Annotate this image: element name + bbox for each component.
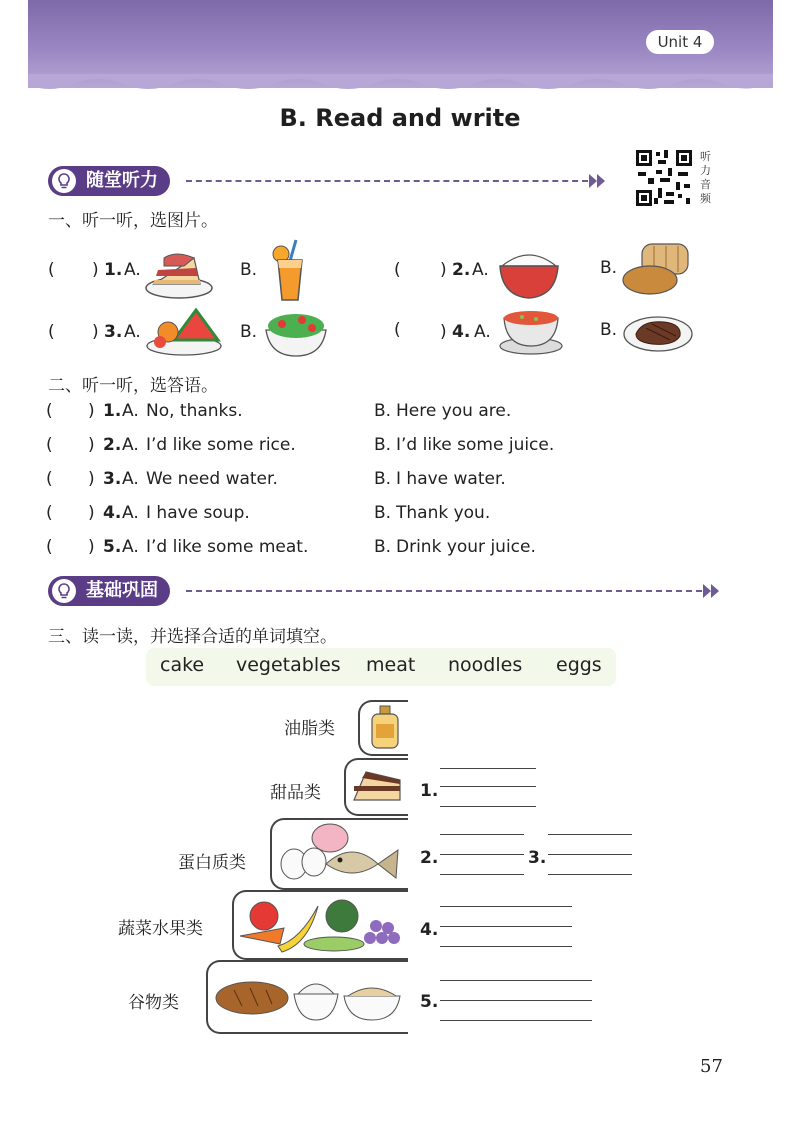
option-a-label: A.	[122, 503, 139, 523]
option-b-text: I’d like some juice.	[396, 435, 555, 455]
category-label: 谷物类	[128, 993, 179, 1013]
blank-number: 4.	[420, 920, 439, 940]
section-heading-basics	[48, 576, 724, 606]
juice-icon	[266, 238, 314, 302]
grains-icon	[214, 968, 404, 1024]
header-wave-edge	[28, 74, 773, 96]
answer-paren-close: )	[88, 469, 95, 489]
answer-paren-open: (	[394, 320, 401, 340]
answer-line[interactable]	[440, 854, 524, 855]
item-number: 3.	[103, 469, 122, 489]
option-a-text: I’d like some meat.	[146, 537, 309, 557]
answer-line[interactable]	[548, 854, 632, 855]
answer-paren-open: (	[46, 503, 53, 523]
answer-paren-open: (	[46, 469, 53, 489]
option-b-label: B.	[374, 503, 392, 523]
answer-line[interactable]	[440, 1020, 592, 1021]
option-a-label: A.	[122, 537, 139, 557]
oil-bottle-icon	[368, 704, 402, 750]
part3-title: 三、读一读，并选择合适的单词填空。	[48, 627, 337, 647]
fruits-vegetables-icon	[238, 896, 404, 954]
blank-number: 5.	[420, 992, 439, 1012]
word-bank-item: cake	[160, 654, 205, 676]
answer-line[interactable]	[440, 1000, 592, 1001]
option-b-label: B.	[374, 469, 392, 489]
item-number: 1.	[103, 401, 122, 421]
option-a-text: We need water.	[146, 469, 278, 489]
item-number: 1.	[104, 260, 123, 280]
qr-code-icon[interactable]	[634, 148, 694, 208]
qr-label: 听力音频	[700, 150, 711, 205]
section-heading-listening	[48, 166, 608, 196]
answer-line[interactable]	[440, 768, 536, 769]
lightbulb-icon	[52, 169, 76, 193]
option-b-text: Thank you.	[396, 503, 491, 523]
option-b-label: B.	[374, 435, 392, 455]
answer-line[interactable]	[548, 834, 632, 835]
answer-paren-open: (	[46, 537, 53, 557]
blank-number: 2.	[420, 848, 439, 868]
option-a-label: A.	[122, 435, 139, 455]
answer-paren-open: (	[46, 435, 53, 455]
answer-line[interactable]	[440, 906, 572, 907]
category-label: 蛋白质类	[178, 853, 246, 873]
option-a-label: A.	[124, 260, 141, 280]
option-b-text: Here you are.	[396, 401, 512, 421]
blank-number: 3.	[528, 848, 547, 868]
answer-paren-close: )	[88, 435, 95, 455]
bread-icon	[622, 242, 690, 296]
option-b-text: Drink your juice.	[396, 537, 536, 557]
steak-icon	[622, 312, 694, 354]
answer-paren-close: )	[88, 503, 95, 523]
answer-paren-close: )	[88, 537, 95, 557]
section-divider	[186, 590, 702, 592]
word-bank-item: eggs	[556, 654, 602, 676]
option-b-label: B.	[374, 401, 392, 421]
answer-paren-close: )	[92, 260, 99, 280]
section-divider	[186, 180, 588, 182]
answer-line[interactable]	[440, 980, 592, 981]
cake-icon	[144, 244, 214, 300]
category-label: 油脂类	[284, 719, 335, 739]
option-a-text: No, thanks.	[146, 401, 243, 421]
answer-line[interactable]	[548, 874, 632, 875]
answer-paren-close: )	[440, 260, 447, 280]
page-number: 57	[700, 1056, 723, 1077]
option-a-text: I’d like some rice.	[146, 435, 296, 455]
option-a-label: A.	[472, 260, 489, 280]
blank-number: 1.	[420, 781, 439, 801]
section-title: 随堂听力	[86, 170, 158, 191]
item-number: 3.	[104, 322, 123, 342]
category-label: 蔬菜水果类	[118, 919, 203, 939]
part2-title: 二、听一听，选答语。	[48, 376, 218, 396]
item-number: 2.	[103, 435, 122, 455]
page-title: B. Read and write	[279, 104, 521, 132]
soup-icon	[498, 304, 564, 356]
rice-bowl-icon	[496, 242, 562, 302]
option-b-label: B.	[600, 320, 618, 340]
category-label: 甜品类	[270, 783, 321, 803]
double-arrow-icon	[588, 172, 608, 190]
answer-line[interactable]	[440, 926, 572, 927]
answer-paren-open: (	[48, 322, 55, 342]
answer-paren-open: (	[46, 401, 53, 421]
answer-paren-open: (	[48, 260, 55, 280]
part1-title: 一、听一听，选图片。	[48, 211, 218, 231]
option-b-label: B.	[600, 258, 618, 278]
section-title: 基础巩固	[86, 580, 158, 601]
item-number: 5.	[103, 537, 122, 557]
answer-paren-close: )	[92, 322, 99, 342]
item-number: 4.	[103, 503, 122, 523]
lightbulb-icon	[52, 579, 76, 603]
answer-line[interactable]	[440, 786, 536, 787]
salad-icon	[262, 308, 330, 358]
option-b-text: I have water.	[396, 469, 506, 489]
answer-line[interactable]	[440, 874, 524, 875]
answer-line[interactable]	[440, 834, 524, 835]
item-number: 4.	[452, 322, 471, 342]
cake-slice-icon	[352, 766, 402, 806]
option-a-label: A.	[122, 401, 139, 421]
option-b-label: B.	[240, 322, 258, 342]
answer-line[interactable]	[440, 806, 536, 807]
answer-paren-close: )	[88, 401, 95, 421]
word-bank-item: meat	[366, 654, 416, 676]
option-a-label: A.	[122, 469, 139, 489]
answer-paren-close: )	[440, 322, 447, 342]
item-number: 2.	[452, 260, 471, 280]
double-arrow-icon	[702, 582, 722, 600]
option-b-label: B.	[374, 537, 392, 557]
unit-badge: Unit 4	[646, 30, 714, 54]
answer-line[interactable]	[440, 946, 572, 947]
word-bank-item: vegetables	[236, 654, 341, 676]
word-bank-item: noodles	[448, 654, 523, 676]
option-a-label: A.	[474, 322, 491, 342]
option-a-label: A.	[124, 322, 141, 342]
option-b-label: B.	[240, 260, 258, 280]
option-a-text: I have soup.	[146, 503, 250, 523]
answer-paren-open: (	[394, 260, 401, 280]
fruit-plate-icon	[144, 304, 224, 356]
protein-foods-icon	[278, 820, 404, 884]
